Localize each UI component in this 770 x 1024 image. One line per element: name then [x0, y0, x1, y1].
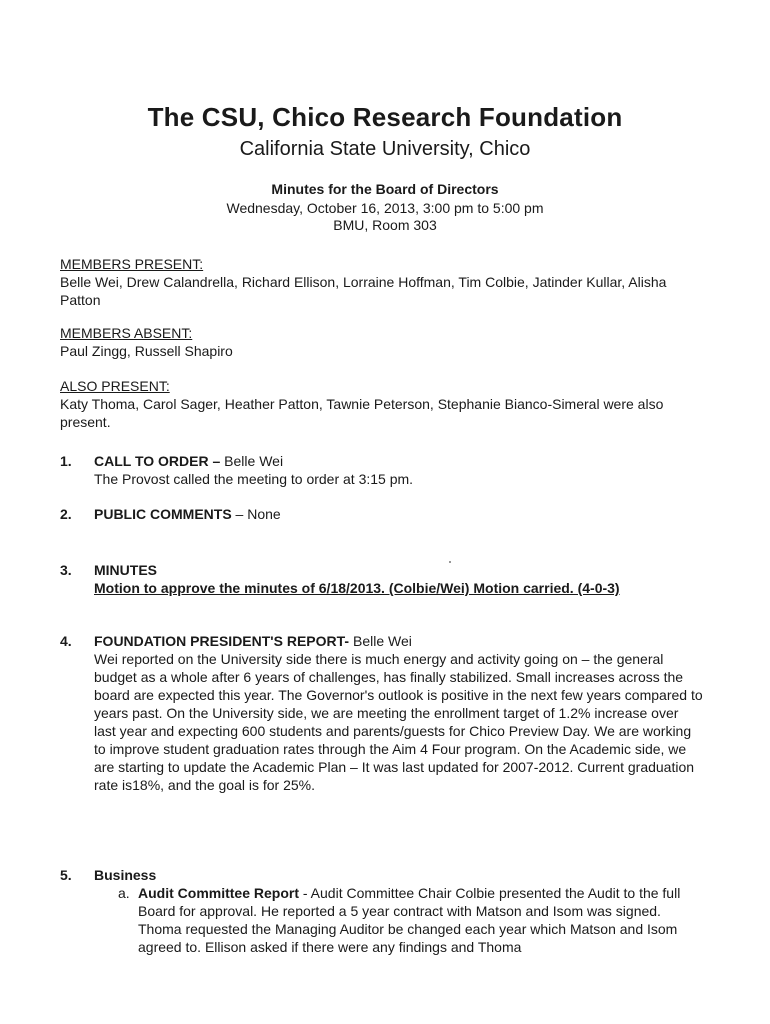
item-5-heading: Business: [94, 867, 157, 883]
members-present-label: MEMBERS PRESENT:: [60, 256, 204, 272]
item-3-number: 3.: [60, 562, 72, 578]
item-2-suffix: – None: [231, 506, 281, 522]
also-present-names: Katy Thoma, Carol Sager, Heather Patton, Tawnie Peterson, Stephanie Bianco-Simeral were also present.: [60, 396, 664, 430]
members-absent-section: [60, 324, 710, 360]
item-5a-letter: a.: [118, 885, 130, 901]
item-1-call-to-order: [94, 452, 704, 488]
also-present-label: ALSO PRESENT:: [60, 378, 170, 394]
item-5a-audit-committee: [138, 884, 708, 956]
university-name: California State University, Chico: [239, 138, 531, 160]
members-absent-label: MEMBERS ABSENT:: [60, 325, 193, 341]
meeting-location: BMU, Room 303: [333, 217, 437, 233]
item-1-heading: CALL TO ORDER –: [94, 453, 221, 469]
item-3-minutes: [94, 561, 704, 597]
item-2-public-comments: [94, 505, 704, 523]
item-4-text: Wei reported on the University side there is much energy and activity going on – the general budget as a whole after 6 years of challenges, has finally stabilized. Small increases across the board are expected this year. The Governor's outlook is positive in the next few years compared to years past. On the University side, we are meeting the enrollment target of 1.2% increase over last year and expecting 600 students and parents/guests for Chico Preview Day. We are working to improve student graduation rates through the Aim 4 Four program. On the Academic side, we are starting to update the Academic Plan – It was last updated for 2007-2012. Current graduation rate is18%, and the goal is for 25%.: [94, 651, 703, 793]
item-4-presenter: Belle Wei: [349, 633, 412, 649]
members-absent-names: Paul Zingg, Russell Shapiro: [60, 343, 233, 359]
document-type: Minutes for the Board of Directors: [271, 181, 499, 197]
item-1-presenter: Belle Wei: [220, 453, 284, 469]
item-1-number: 1.: [60, 453, 72, 469]
document-title: The CSU, Chico Research Foundation: [147, 102, 623, 132]
item-3-motion: Motion to approve the minutes of 6/18/2013. (Colbie/Wei) Motion carried. (4-0-3): [94, 580, 620, 596]
item-4-number: 4.: [60, 633, 72, 649]
also-present-section: [60, 377, 710, 431]
item-5-number: 5.: [60, 867, 72, 883]
item-5-business: [94, 866, 704, 884]
members-present-section: [60, 255, 710, 309]
members-present-names: Belle Wei, Drew Calandrella, Richard Ellison, Lorraine Hoffman, Tim Colbie, Jatinder Kullar, Alisha Patton: [60, 274, 667, 308]
meeting-date-time: Wednesday, October 16, 2013, 3:00 pm to 5:00 pm: [226, 200, 544, 216]
item-4-president-report: [94, 632, 704, 794]
item-1-text: The Provost called the meeting to order at 3:15 pm.: [94, 471, 414, 487]
item-4-heading: FOUNDATION PRESIDENT'S REPORT-: [94, 633, 350, 649]
item-5a-heading: Audit Committee Report: [138, 885, 299, 901]
item-5a-text: - Audit Committee Chair Colbie presented the Audit to the full Board for approval. He reported a 5 year contract with Matson and Isom was signed. Thoma requested the Managing Auditor be changed each year which Matson and Isom agreed to. Ellison asked if there were any findings and Thoma: [138, 885, 681, 955]
item-2-heading: PUBLIC COMMENTS: [94, 506, 232, 522]
item-2-number: 2.: [60, 506, 72, 522]
item-3-heading: MINUTES: [94, 562, 157, 578]
